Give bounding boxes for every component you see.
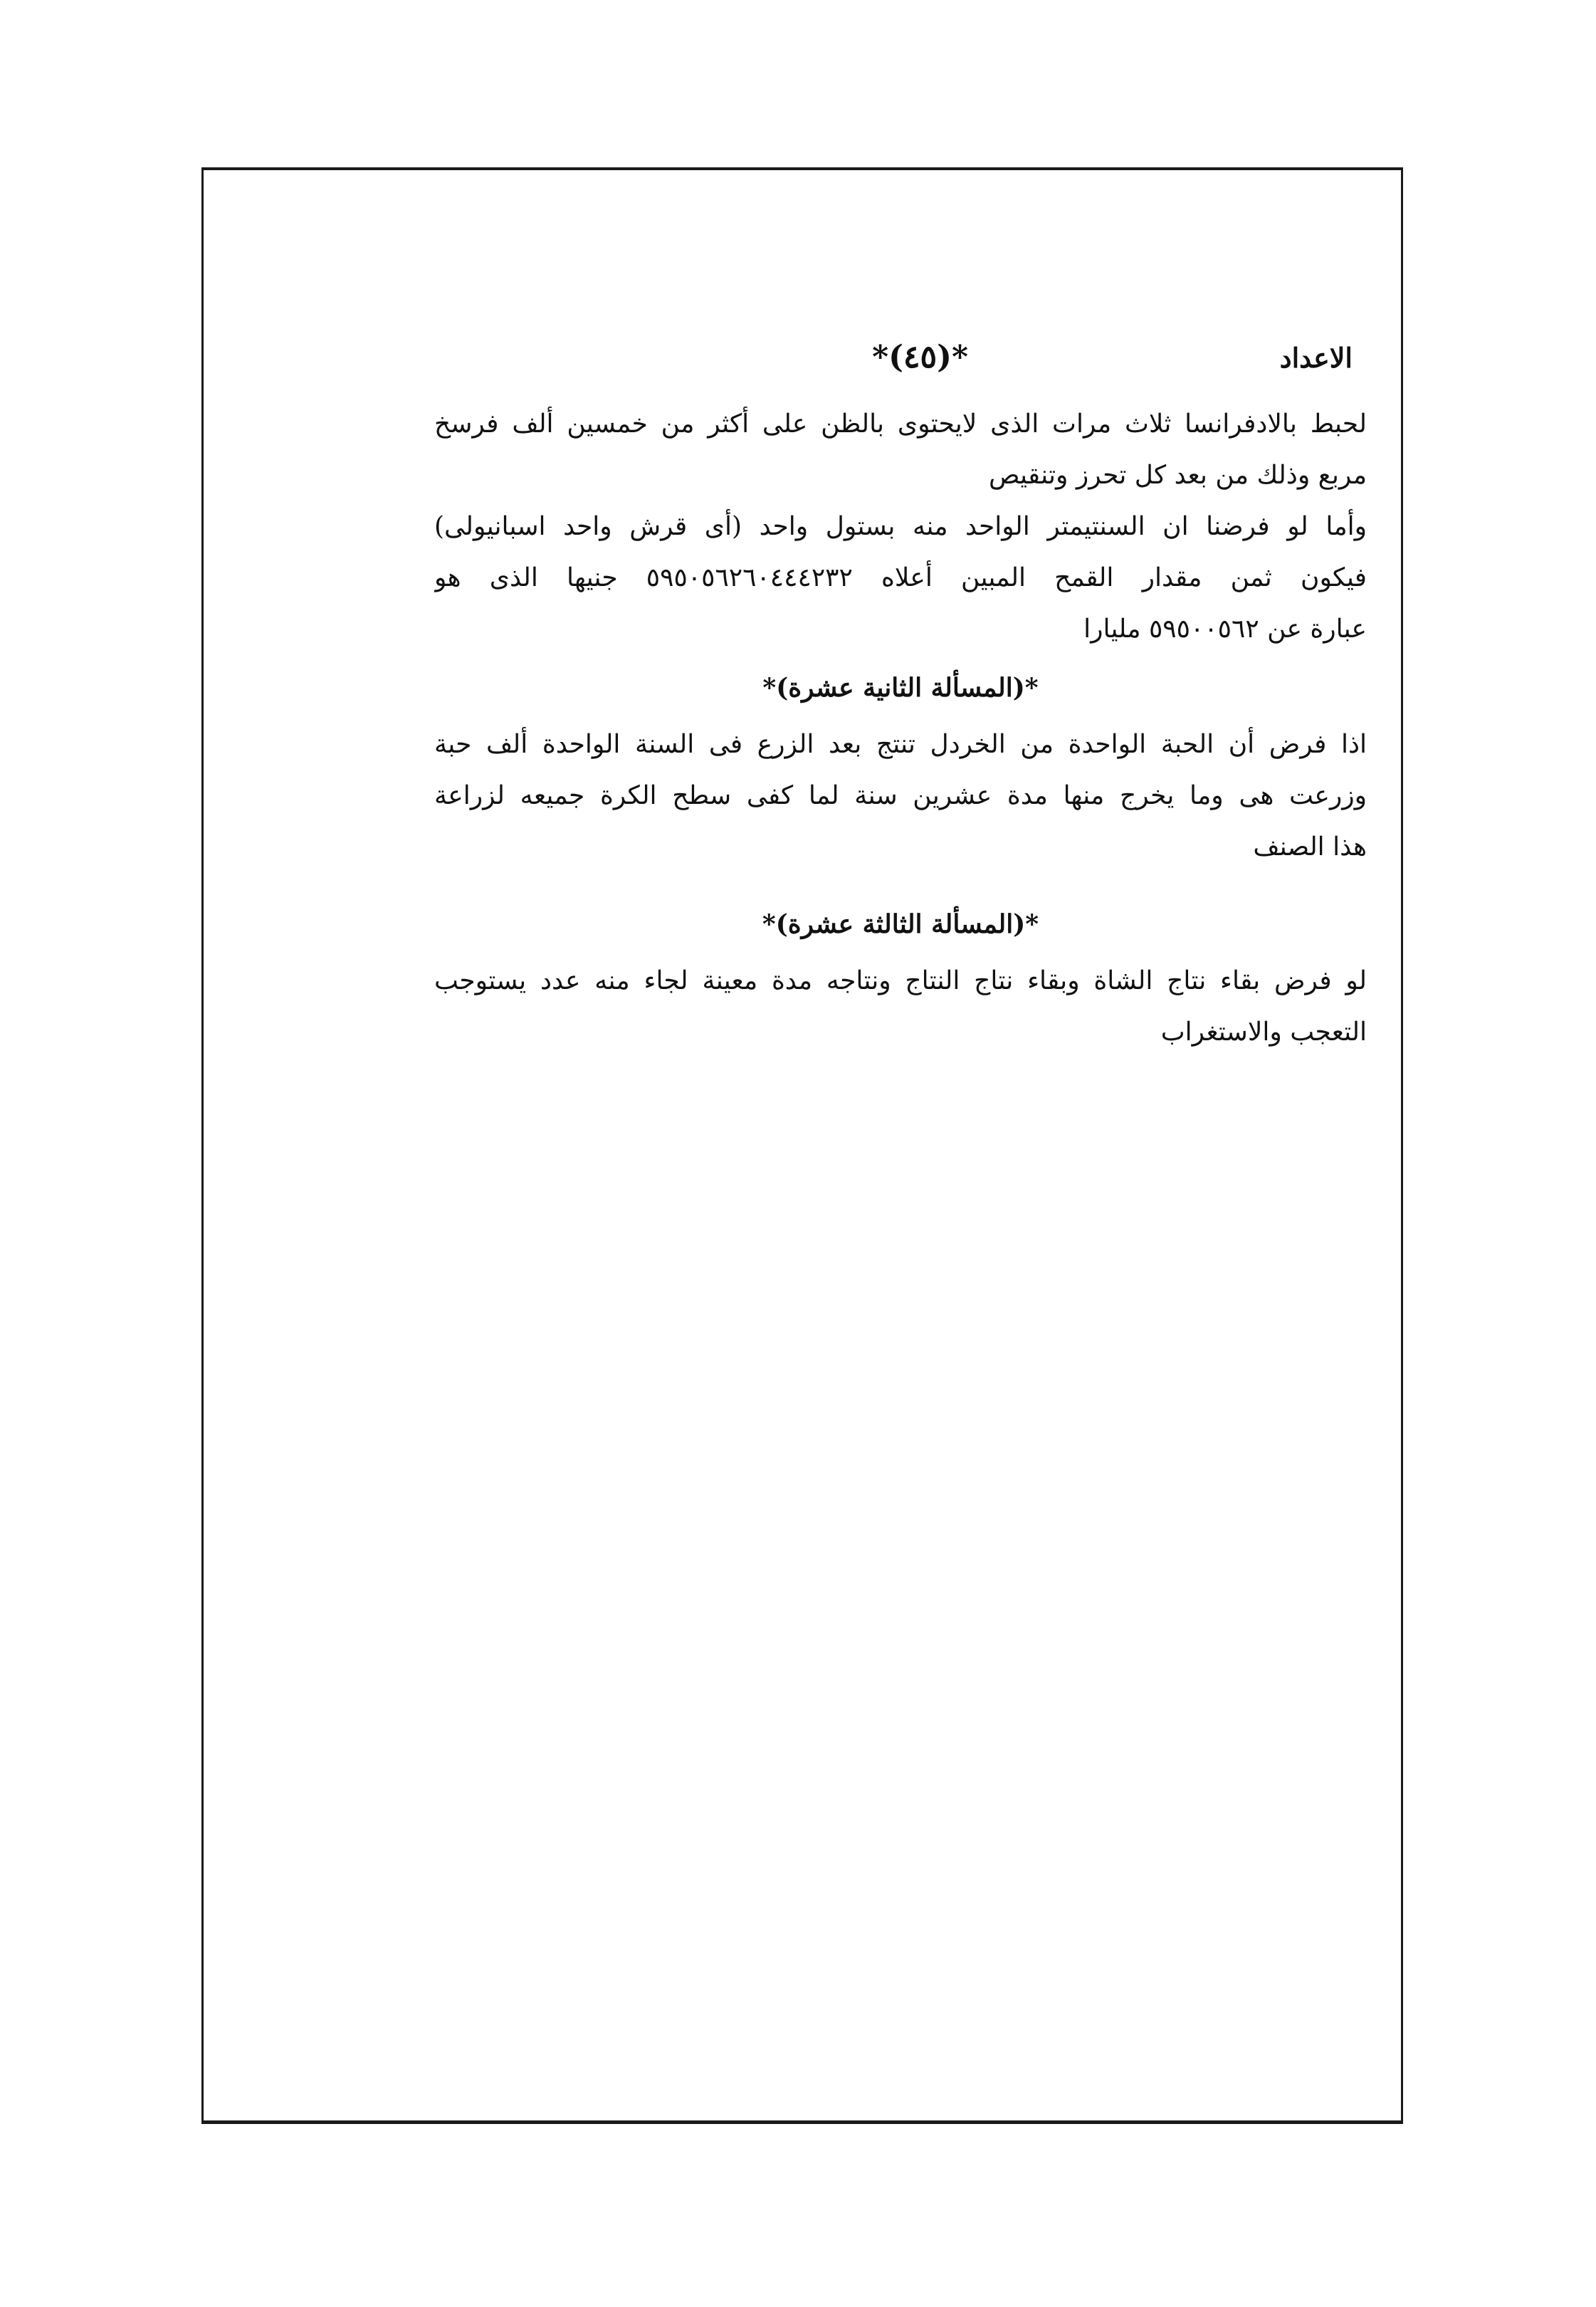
running-title: الاعداد	[1279, 342, 1353, 374]
page-content	[434, 335, 1367, 1058]
text-line: هذا الصنف	[1253, 832, 1367, 862]
section-heading-problem-12: *(المسألة الثانية عشرة)*	[762, 673, 1039, 703]
text-line: عبارة عن ٥٩٥٠٠٥٦٢ مليارا	[1083, 614, 1367, 644]
text-line: لو فرض بقاء نتاج الشاة وبقاء نتاج النتاج ونتاجه مدة معينة لجاء منه عدد يستوجب	[434, 966, 1367, 995]
text-line: التعجب والاستغراب	[1160, 1018, 1367, 1047]
text-line: وزرعت هى وما يخرج منها مدة عشرين سنة لما كفى سطح الكرة جميعه لزراعة	[434, 781, 1367, 810]
page-header	[434, 335, 1367, 399]
page-number: *(٤٥)*	[872, 339, 968, 375]
text-line: اذا فرض أن الحبة الواحدة من الخردل تنتج بعد الزرع فى السنة الواحدة ألف حبة	[434, 730, 1367, 759]
text-line: وأما لو فرضنا ان السنتيمتر الواحد منه بستول واحد (أى قرش واحد اسبانيولى)	[434, 512, 1367, 541]
section-problem-13	[434, 956, 1367, 1058]
text-line: فيكون ثمن مقدار القمح المبين أعلاه ٥٩٥٠٥٦٢٦٠٤٤٤٢٣٢ جنيها الذى هو	[434, 563, 1367, 592]
section-problem-12	[434, 719, 1367, 873]
section-intro	[434, 399, 1367, 655]
section-heading-problem-13: *(المسألة الثالثة عشرة)*	[762, 909, 1039, 939]
text-line: مربع وذلك من بعد كل تحرز وتنقيص	[988, 461, 1367, 490]
text-line: لحبط بالادفرانسا ثلاث مرات الذى لايحتوى بالظن على أكثر من خمسين ألف فرسخ	[434, 409, 1367, 439]
